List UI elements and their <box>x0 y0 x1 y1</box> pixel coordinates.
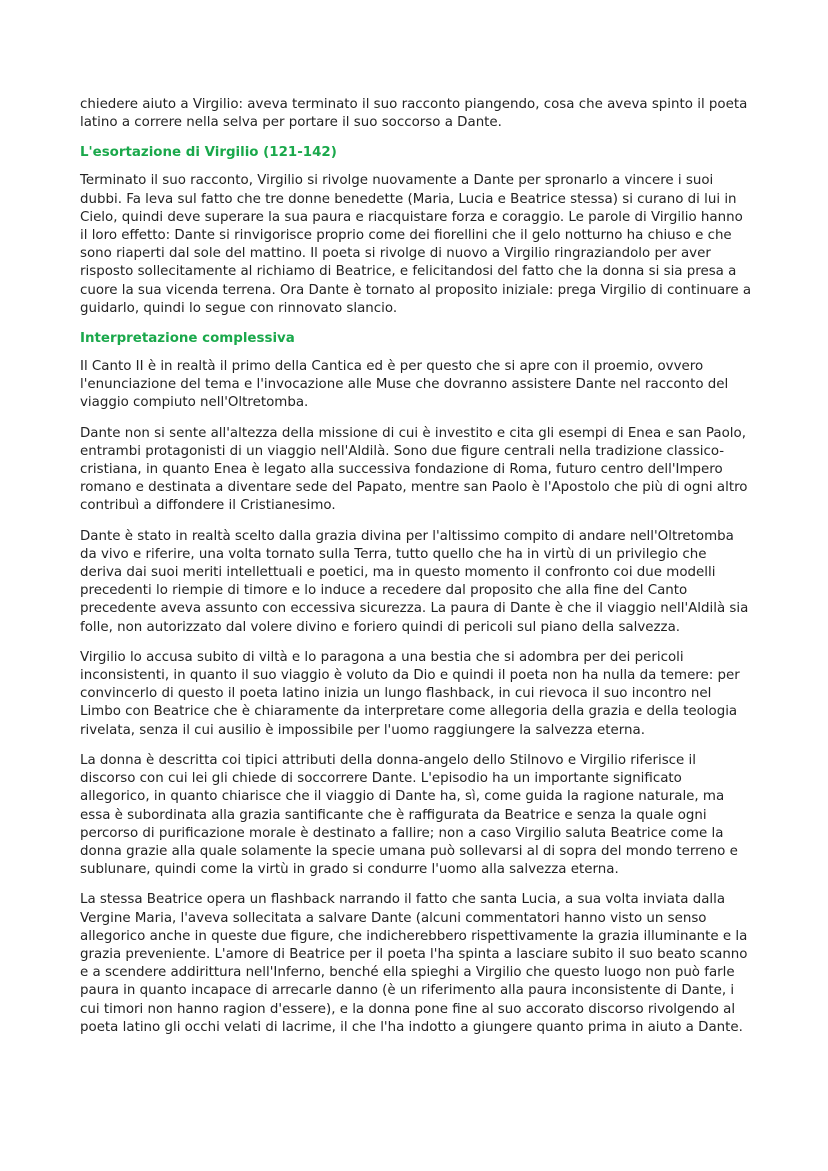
paragraph-grazia-divina: Dante è stato in realtà scelto dalla grazia divina per l'altissimo compito di andare nell'Oltretomba da vivo e riferire, una volta tornato sulla Terra, tutto quello che ha in virtù di un privilegio che deriva dai suoi meriti intellettuali e poetici, ma in questo momento il confronto coi due modelli precedenti lo riempie di timore e lo induce a recedere dal proposito che alla fine del Canto precedente aveva assunto con eccessiva sicurezza. La paura di Dante è che il viaggio nell'Aldilà sia folle, non autorizzato dal volere divino e foriero quindi di pericoli sul piano della salvezza. <box>80 528 749 635</box>
paragraph-beatrice-flashback: La stessa Beatrice opera un flashback narrando il fatto che santa Lucia, a sua volta inviata dalla Vergine Maria, l'aveva sollecitata a salvare Dante (alcuni commentatori hanno visto un senso allegorico anche in queste due figure, che indicherebbero rispettivamente la grazia illuminante e la grazia preveniente. L'amore di Beatrice per il poeta l'ha spinta a lasciare subito il suo beato scanno e a scendere addirittura nell'Inferno, benché ella spieghi a Virgilio che questo luogo non può farle paura in quanto incapace di arrecarle danno (è un riferimento alla paura inconsistente di Dante, i cui timori non hanno ragion d'essere), e la donna pone fine al suo accorato discorso rivolgendo al poeta latino gli occhi velati di lacrime, il che l'ha indotto a giungere quanto prima in aiuto a Dante. <box>80 892 748 1035</box>
paragraph-esortazione: Terminato il suo racconto, Virgilio si rivolge nuovamente a Dante per spronarlo a vincere i suoi dubbi. Fa leva sul fatto che tre donne benedette (Maria, Lucia e Beatrice stessa) si curano di lui in Cielo, quindi deve superare la sua paura e riacquistare forza e coraggio. Le parole di Virgilio hanno il loro effetto: Dante si rinvigorisce proprio come dei fiorellini che il gelo notturno ha chiuso e che sono riaperti dal sole del mattino. Il poeta si rivolge di nuovo a Virgilio ringraziandolo per aver risposto sollecitamente al richiamo di Beatrice, e felicitandosi del fatto che la donna si sia presa a cuore la sua vicenda terrena. Ora Dante è tornato al proposito iniziale: prega Virgilio di continuare a guidarlo, quindi lo segue con rinnovato slancio. <box>80 173 752 316</box>
section-heading-interpretazione: Interpretazione complessiva <box>80 331 295 347</box>
paragraph-enea-paolo: Dante non si sente all'altezza della missione di cui è investito e cita gli esempi di Enea e san Paolo, entrambi protagonisti di un viaggio nell'Aldilà. Sono due figure centrali nella tradizione classico-cristiana, in quanto Enea è legato alla successiva fondazione di Roma, futuro centro dell'Impero romano e destinata a diventare sede del Papato, mentre san Paolo è l'Apostolo che più di ogni altro contribuì a diffondere il Cristianesimo. <box>80 425 748 514</box>
paragraph-intro: chiedere aiuto a Virgilio: aveva terminato il suo racconto piangendo, cosa che aveva spinto il poeta latino a correre nella selva per portare il suo soccorso a Dante. <box>80 97 748 131</box>
section-heading-esortazione: L'esortazione di Virgilio (121-142) <box>80 145 337 161</box>
document-page <box>80 96 752 1049</box>
paragraph-canto-ii: Il Canto II è in realtà il primo della Cantica ed è per questo che si apre con il proemio, ovvero l'enunciazione del tema e l'invocazione alle Muse che dovranno assistere Dante nel racconto del viaggio compiuto nell'Oltretomba. <box>80 359 729 411</box>
paragraph-virgilio-accusa: Virgilio lo accusa subito di viltà e lo paragona a una bestia che si adombra per dei pericoli inconsistenti, in quanto il suo viaggio è voluto da Dio e quindi il poeta non ha nulla da temere: per convincerlo di questo il poeta latino inizia un lungo flashback, in cui rievoca il suo incontro nel Limbo con Beatrice che è chiaramente da interpretare come allegoria della grazia e della teologia rivelata, senza il cui ausilio è impossibile per l'uomo raggiungere la salvezza eterna. <box>80 649 740 738</box>
paragraph-donna-angelo: La donna è descritta coi tipici attributi della donna-angelo dello Stilnovo e Virgilio riferisce il discorso con cui lei gli chiede di soccorrere Dante. L'episodio ha un importante significato allegorico, in quanto chiarisce che il viaggio di Dante ha, sì, come guida la ragione naturale, ma essa è subordinata alla grazia santificante che è raffigurata da Beatrice e senza la quale ogni percorso di purificazione morale è destinato a fallire; non a caso Virgilio saluta Beatrice come la donna grazie alla quale solamente la specie umana può sollevarsi al di sopra del mondo terreno e sublunare, quindi come la virtù in grado si condurre l'uomo alla salvezza eterna. <box>80 752 738 878</box>
